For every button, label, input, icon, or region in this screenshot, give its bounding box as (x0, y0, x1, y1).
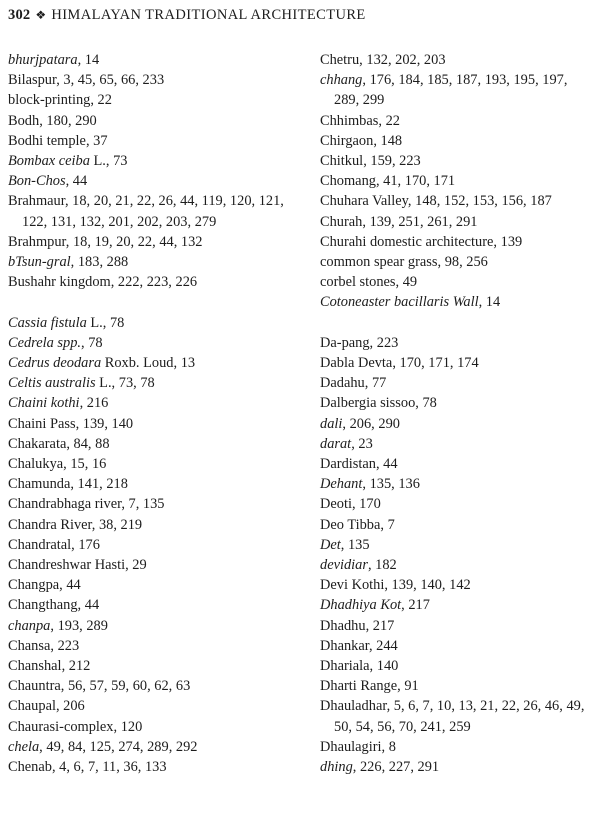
index-term: Chaurasi-complex (8, 718, 114, 735)
running-header (8, 7, 366, 24)
index-page-refs: , 77 (364, 375, 387, 392)
index-page-refs: , 180, 290 (39, 112, 97, 129)
index-page-refs: , 3, 45, 65, 66, 233 (56, 72, 165, 89)
index-entry (320, 454, 595, 474)
index-term: Cotoneaster bacillaris Wall (320, 294, 479, 311)
index-term: Det (320, 536, 341, 553)
index-term: corbel stones (320, 274, 396, 291)
index-term: Da-pang (320, 334, 370, 351)
index-term: Cedrus deodara (8, 355, 102, 372)
index-entry (8, 373, 293, 393)
index-term: block-printing (8, 92, 91, 109)
index-entry (8, 414, 293, 434)
index-page-refs: , 41, 170, 171 (375, 173, 456, 190)
index-term: Dhadhiya Kot (320, 597, 402, 614)
index-entry (8, 393, 293, 413)
index-entry (8, 595, 293, 615)
index-entry (320, 616, 595, 636)
page-number: 302 (8, 7, 31, 23)
index-page-refs: , 18, 19, 20, 22, 44, 132 (65, 233, 203, 250)
index-page-refs: , 176, 184, 185, 187, 193, 195, 197, 289, 299 (334, 72, 568, 109)
index-entry (8, 616, 293, 636)
index-entry (320, 252, 595, 272)
index-term: darat (320, 435, 352, 452)
index-term: Celtis australis (8, 375, 96, 392)
index-entry (320, 232, 595, 252)
index-page-refs: , 176 (71, 536, 100, 553)
index-page-refs: , 132, 202, 203 (359, 52, 446, 68)
index-page-refs: , 38, 219 (91, 516, 143, 533)
index-term: Bilaspur (8, 72, 57, 89)
index-term: common spear grass (320, 254, 438, 271)
index-term: Dehant (320, 476, 363, 493)
index-page-refs: , 170, 171, 174 (392, 355, 479, 372)
index-entry (8, 50, 293, 70)
index-page-refs: , 91 (397, 678, 419, 695)
index-entry (320, 555, 595, 575)
index-term: Chirgaon (320, 132, 374, 149)
index-entry (320, 636, 595, 656)
index-page-refs: , 56, 57, 59, 60, 62, 63 (60, 678, 191, 695)
index-term: Dabla Devta (320, 355, 393, 372)
index-term: Bombax ceiba (8, 153, 90, 170)
index-entry (8, 313, 293, 333)
index-term: Bon-Chos (8, 173, 66, 190)
index-page-refs: , 23 (351, 435, 373, 452)
index-page-refs: , 14 (478, 294, 501, 311)
index-page-refs: , 7 (380, 516, 395, 533)
index-page-refs: , 139, 140, 142 (384, 577, 471, 594)
index-term: Chakarata (8, 435, 67, 452)
running-title: HIMALAYAN TRADITIONAL ARCHITECTURE (51, 7, 366, 23)
index-entry (8, 717, 293, 737)
index-entry (8, 656, 293, 676)
index-term: Chitkul (320, 153, 364, 170)
index-page-refs: , 139 (493, 233, 523, 250)
index-entry (320, 393, 595, 413)
index-term: Chomang (320, 173, 376, 190)
index-term: Chandra River (8, 516, 92, 533)
index-page-refs: , 29 (125, 557, 147, 574)
index-entry (320, 333, 595, 353)
index-term: Churah (320, 213, 363, 230)
index-entry (320, 70, 595, 110)
index-term: Chuhara Valley (320, 193, 408, 210)
index-page-refs: Roxb. Loud, 13 (101, 355, 196, 372)
index-entry (320, 535, 595, 555)
index-entry (320, 131, 595, 151)
index-page-refs: , 159, 223 (363, 153, 421, 170)
index-term: Dhaulagiri (320, 738, 382, 755)
index-page-refs: , 78 (415, 395, 437, 412)
index-term: Bushahr kingdom (8, 274, 111, 291)
index-term: Bodh (8, 112, 40, 129)
index-page-refs: , 140 (369, 658, 399, 675)
index-page-refs: , 139, 251, 261, 291 (362, 213, 478, 230)
index-page-refs: , 135 (340, 536, 370, 553)
index-term: Dhankar (320, 637, 369, 654)
index-entry (8, 191, 293, 231)
index-page-refs: , 4, 6, 7, 11, 36, 133 (51, 759, 167, 776)
index-term: Brahmaur (8, 193, 65, 210)
index-entry (320, 353, 595, 373)
index-page-refs: , 44 (65, 173, 88, 190)
index-page-refs: , 244 (368, 637, 398, 654)
index-entry (320, 212, 595, 232)
index-term: Churahi domestic architecture (320, 233, 494, 250)
index-entry (320, 575, 595, 595)
index-page-refs: , 44 (59, 577, 81, 594)
index-page-refs: , 120 (113, 718, 143, 735)
index-entry (320, 373, 595, 393)
index-term: Dhauladhar (320, 698, 387, 715)
index-entry (8, 111, 293, 131)
index-term: Chalukya (8, 456, 64, 473)
index-entry (8, 353, 293, 373)
index-page-refs: , 223 (369, 334, 399, 351)
index-column-right (320, 50, 595, 777)
index-entry (320, 191, 595, 211)
index-term: Changpa (8, 577, 60, 594)
index-entry (8, 434, 293, 454)
index-term: dali (320, 415, 343, 432)
index-entry (320, 595, 595, 615)
index-entry (320, 696, 595, 736)
index-entry (8, 70, 293, 90)
index-entry (8, 272, 293, 292)
diamond-ornament-icon: ❖ (35, 8, 47, 22)
index-entry (320, 414, 595, 434)
index-entry (8, 474, 293, 494)
index-page-refs: , 148 (373, 132, 403, 149)
index-term: Dardistan (320, 456, 376, 473)
index-entry (8, 333, 293, 353)
index-term: Chaini kothi (8, 395, 80, 412)
index-entry (320, 656, 595, 676)
index-entry (8, 454, 293, 474)
index-term: Devi Kothi (320, 577, 385, 594)
index-entry (8, 636, 293, 656)
index-term: devidiar (320, 557, 368, 574)
index-entry (8, 737, 293, 757)
index-page-refs: , 135, 136 (362, 476, 420, 493)
index-page-refs: L., 73, 78 (95, 375, 155, 392)
index-page-refs: , 84, 88 (66, 435, 110, 452)
index-term: bhurjpatara (8, 52, 78, 68)
index-page-refs: , 49 (395, 274, 418, 291)
index-entry (8, 555, 293, 575)
index-entry (8, 90, 293, 110)
index-term: chhang (320, 72, 363, 89)
index-page-refs: , 206 (55, 698, 85, 715)
index-entry (8, 696, 293, 716)
index-term: Chanshal (8, 658, 62, 675)
index-page-refs: , 170 (351, 496, 381, 513)
index-page-refs: , 216 (79, 395, 109, 412)
index-entry (8, 494, 293, 514)
index-term: Cassia fistula (8, 314, 87, 331)
index-term: Chenab (8, 759, 52, 776)
index-page-refs: , 193, 289 (50, 617, 108, 634)
index-page-refs: , 5, 6, 7, 10, 13, 21, 22, 26, 46, 49, 50, 54, 56, 70, 241, 259 (334, 698, 585, 735)
index-entry (320, 171, 595, 191)
index-page-refs: , 223 (50, 637, 80, 654)
index-term: Cedrela spp. (8, 334, 82, 351)
index-entry (320, 151, 595, 171)
index-entry (320, 434, 595, 454)
index-entry (320, 494, 595, 514)
index-term: Dalbergia sissoo (320, 395, 416, 412)
index-page-refs: , 217 (365, 617, 395, 634)
index-term: Chandratal (8, 536, 72, 553)
index-term: Bodhi temple (8, 132, 86, 149)
index-entry (8, 232, 293, 252)
index-term: Chaini Pass (8, 415, 76, 432)
index-term: Dhadhu (320, 617, 366, 634)
index-entry (8, 131, 293, 151)
index-page-refs: , 22 (90, 92, 112, 109)
index-letter-gap (8, 292, 293, 312)
index-term: Brahmpur (8, 233, 66, 250)
index-letter-gap (320, 313, 595, 333)
index-page-refs: , 98, 256 (437, 254, 488, 271)
index-term: Chamunda (8, 476, 71, 493)
index-term: Chandreshwar Hasti (8, 557, 126, 574)
index-page-refs: , 49, 84, 125, 274, 289, 292 (39, 738, 198, 755)
index-page-refs: , 15, 16 (63, 456, 107, 473)
index-term: Dadahu (320, 375, 365, 392)
index-entry (320, 50, 595, 70)
index-entry (320, 737, 595, 757)
index-page-refs: , 44 (77, 597, 100, 614)
index-page-refs: , 206, 290 (342, 415, 400, 432)
index-page-refs: , 18, 20, 21, 22, 26, 44, 119, 120, 121, 122, 131, 132, 201, 202, 203, 279 (22, 193, 284, 230)
index-entry (8, 757, 293, 777)
index-term: dhing (320, 759, 353, 776)
index-page-refs: , 78 (81, 334, 103, 351)
index-page-refs: , 8 (381, 738, 396, 755)
index-term: Dharti Range (320, 678, 398, 695)
index-term: Chaupal (8, 698, 56, 715)
index-term: Deoti (320, 496, 352, 513)
index-page-refs: , 217 (401, 597, 430, 614)
index-term: chela (8, 738, 40, 755)
index-page-refs: , 139, 140 (75, 415, 134, 432)
index-term: Chandrabhaga river (8, 496, 122, 513)
index-entry (320, 757, 595, 777)
index-entry (320, 272, 595, 292)
index-entry (8, 575, 293, 595)
index-term: Dhariala (320, 658, 370, 675)
index-page-refs: , 14 (77, 52, 100, 68)
index-entry (320, 676, 595, 696)
index-term: bTsun-gral (8, 254, 71, 271)
index-term: Chetru (320, 52, 360, 68)
index-page-refs: , 148, 152, 153, 156, 187 (407, 193, 552, 210)
index-term: chanpa (8, 617, 51, 634)
index-page-refs: , 212 (61, 658, 91, 675)
index-term: Chansa (8, 637, 51, 654)
index-entry (8, 535, 293, 555)
index-entry (8, 676, 293, 696)
index-entry (8, 171, 293, 191)
index-entry (8, 515, 293, 535)
index-term: Changthang (8, 597, 78, 614)
index-page-refs: , 22 (378, 112, 400, 129)
index-entry (320, 474, 595, 494)
index-entry (320, 515, 595, 535)
index-entry (320, 292, 595, 312)
index-page-refs: , 226, 227, 291 (352, 759, 440, 776)
index-page-refs: , 7, 135 (121, 496, 165, 513)
index-page-refs: , 44 (375, 456, 398, 473)
index-term: Chhimbas (320, 112, 379, 129)
index-page-refs: L., 78 (86, 314, 125, 331)
index-page-refs: , 141, 218 (70, 476, 128, 493)
index-page-refs: , 183, 288 (70, 254, 129, 271)
index-page-refs: , 222, 223, 226 (110, 274, 198, 291)
index-page-refs: L., 73 (89, 153, 128, 170)
index-entry (320, 111, 595, 131)
index-term: Deo Tibba (320, 516, 381, 533)
index-page-refs: , 182 (367, 557, 397, 574)
index-column-left (8, 50, 293, 777)
index-page-refs: , 37 (85, 132, 108, 149)
index-entry (8, 252, 293, 272)
index-term: Chauntra (8, 678, 61, 695)
index-entry (8, 151, 293, 171)
